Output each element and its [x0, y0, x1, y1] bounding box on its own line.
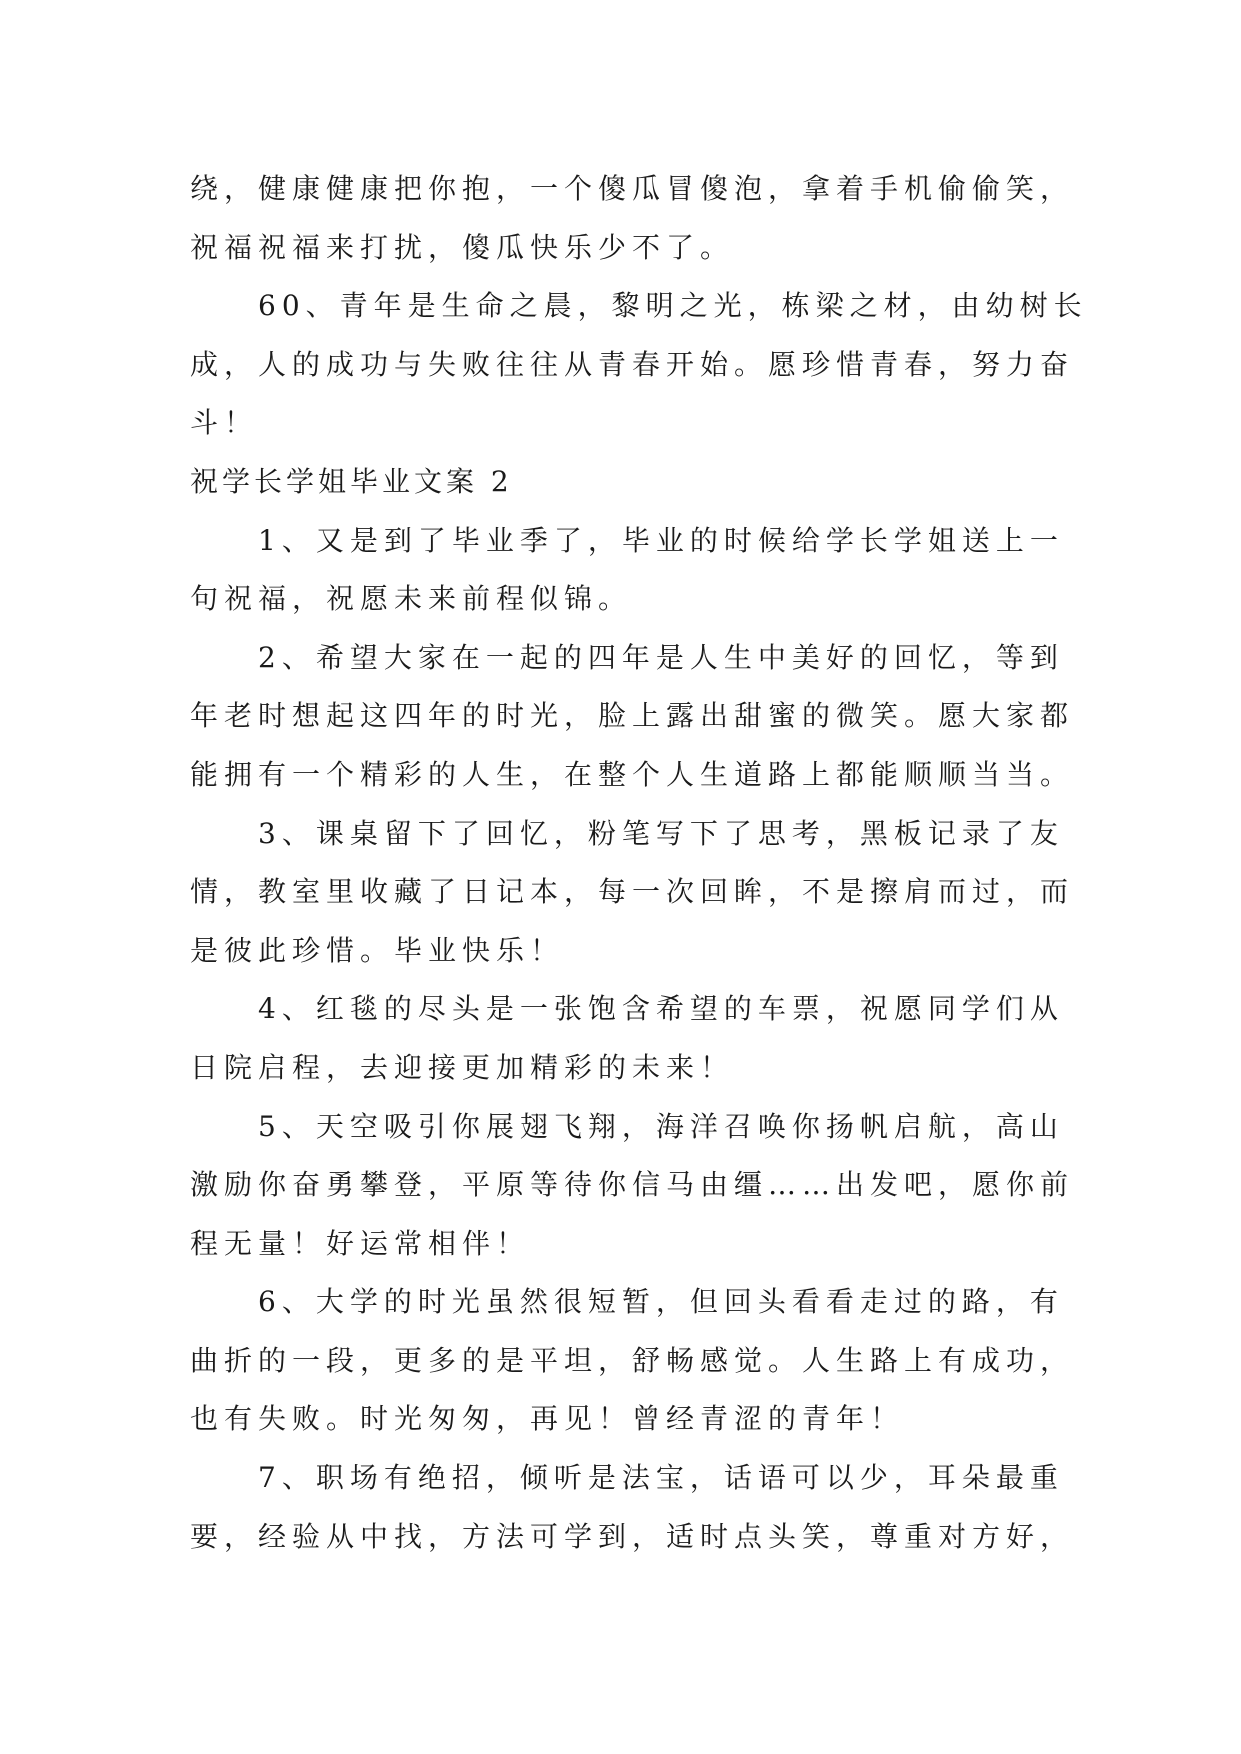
text-line: 程无量！好运常相伴！ — [190, 1226, 531, 1260]
text-line: 曲折的一段，更多的是平坦，舒畅感觉。人生路上有成功， — [190, 1343, 1075, 1377]
text-line: 要，经验从中找，方法可学到，适时点头笑，尊重对方好， — [190, 1519, 1075, 1553]
text-line: 激励你奋勇攀登，平原等待你信马由缰……出发吧，愿你前 — [190, 1168, 1075, 1202]
text-line: 是彼此珍惜。毕业快乐！ — [190, 933, 565, 967]
paragraph-start-line: 3、课桌留下了回忆，粉笔写下了思考，黑板记录了友 — [258, 816, 1064, 850]
text-line: 斗！ — [190, 406, 259, 440]
text-line: 也有失败。时光匆匆，再见！曾经青涩的青年！ — [190, 1402, 905, 1436]
text-line: 年老时想起这四年的时光，脸上露出甜蜜的微笑。愿大家都 — [190, 699, 1075, 733]
text-line: 祝福祝福来打扰，傻瓜快乐少不了。 — [190, 230, 735, 264]
text-line: 日院启程，去迎接更加精彩的未来！ — [190, 1050, 735, 1084]
text-line: 能拥有一个精彩的人生，在整个人生道路上都能顺顺当当。 — [190, 757, 1075, 791]
text-line: 成，人的成功与失败往往从青春开始。愿珍惜青春，努力奋 — [190, 347, 1075, 381]
text-line: 情，教室里收藏了日记本，每一次回眸，不是擦肩而过，而 — [190, 875, 1075, 909]
paragraph-start-line: 1、又是到了毕业季了，毕业的时候给学长学姐送上一 — [258, 523, 1064, 557]
paragraph-start-line: 4、红毯的尽头是一张饱含希望的车票，祝愿同学们从 — [258, 992, 1064, 1026]
paragraph-start-line: 6、大学的时光虽然很短暂，但回头看看走过的路，有 — [258, 1285, 1064, 1319]
text-line: 绕，健康健康把你抱，一个傻瓜冒傻泡，拿着手机偷偷笑， — [190, 172, 1075, 205]
text-line: 句祝福，祝愿未来前程似锦。 — [190, 582, 633, 616]
paragraph-start-line: 5、天空吸引你展翅飞翔，海洋召唤你扬帆启航，高山 — [258, 1109, 1064, 1143]
paragraph-start-line: 2、希望大家在一起的四年是人生中美好的回忆，等到 — [258, 640, 1064, 674]
section-heading: 祝学长学姐毕业文案 2 — [190, 464, 513, 498]
document-body — [190, 160, 1088, 1566]
paragraph-start-line: 60、青年是生命之晨，黎明之光，栋梁之材，由幼树长 — [258, 289, 1088, 323]
paragraph-start-line: 7、职场有绝招，倾听是法宝，话语可以少，耳朵最重 — [258, 1461, 1064, 1495]
